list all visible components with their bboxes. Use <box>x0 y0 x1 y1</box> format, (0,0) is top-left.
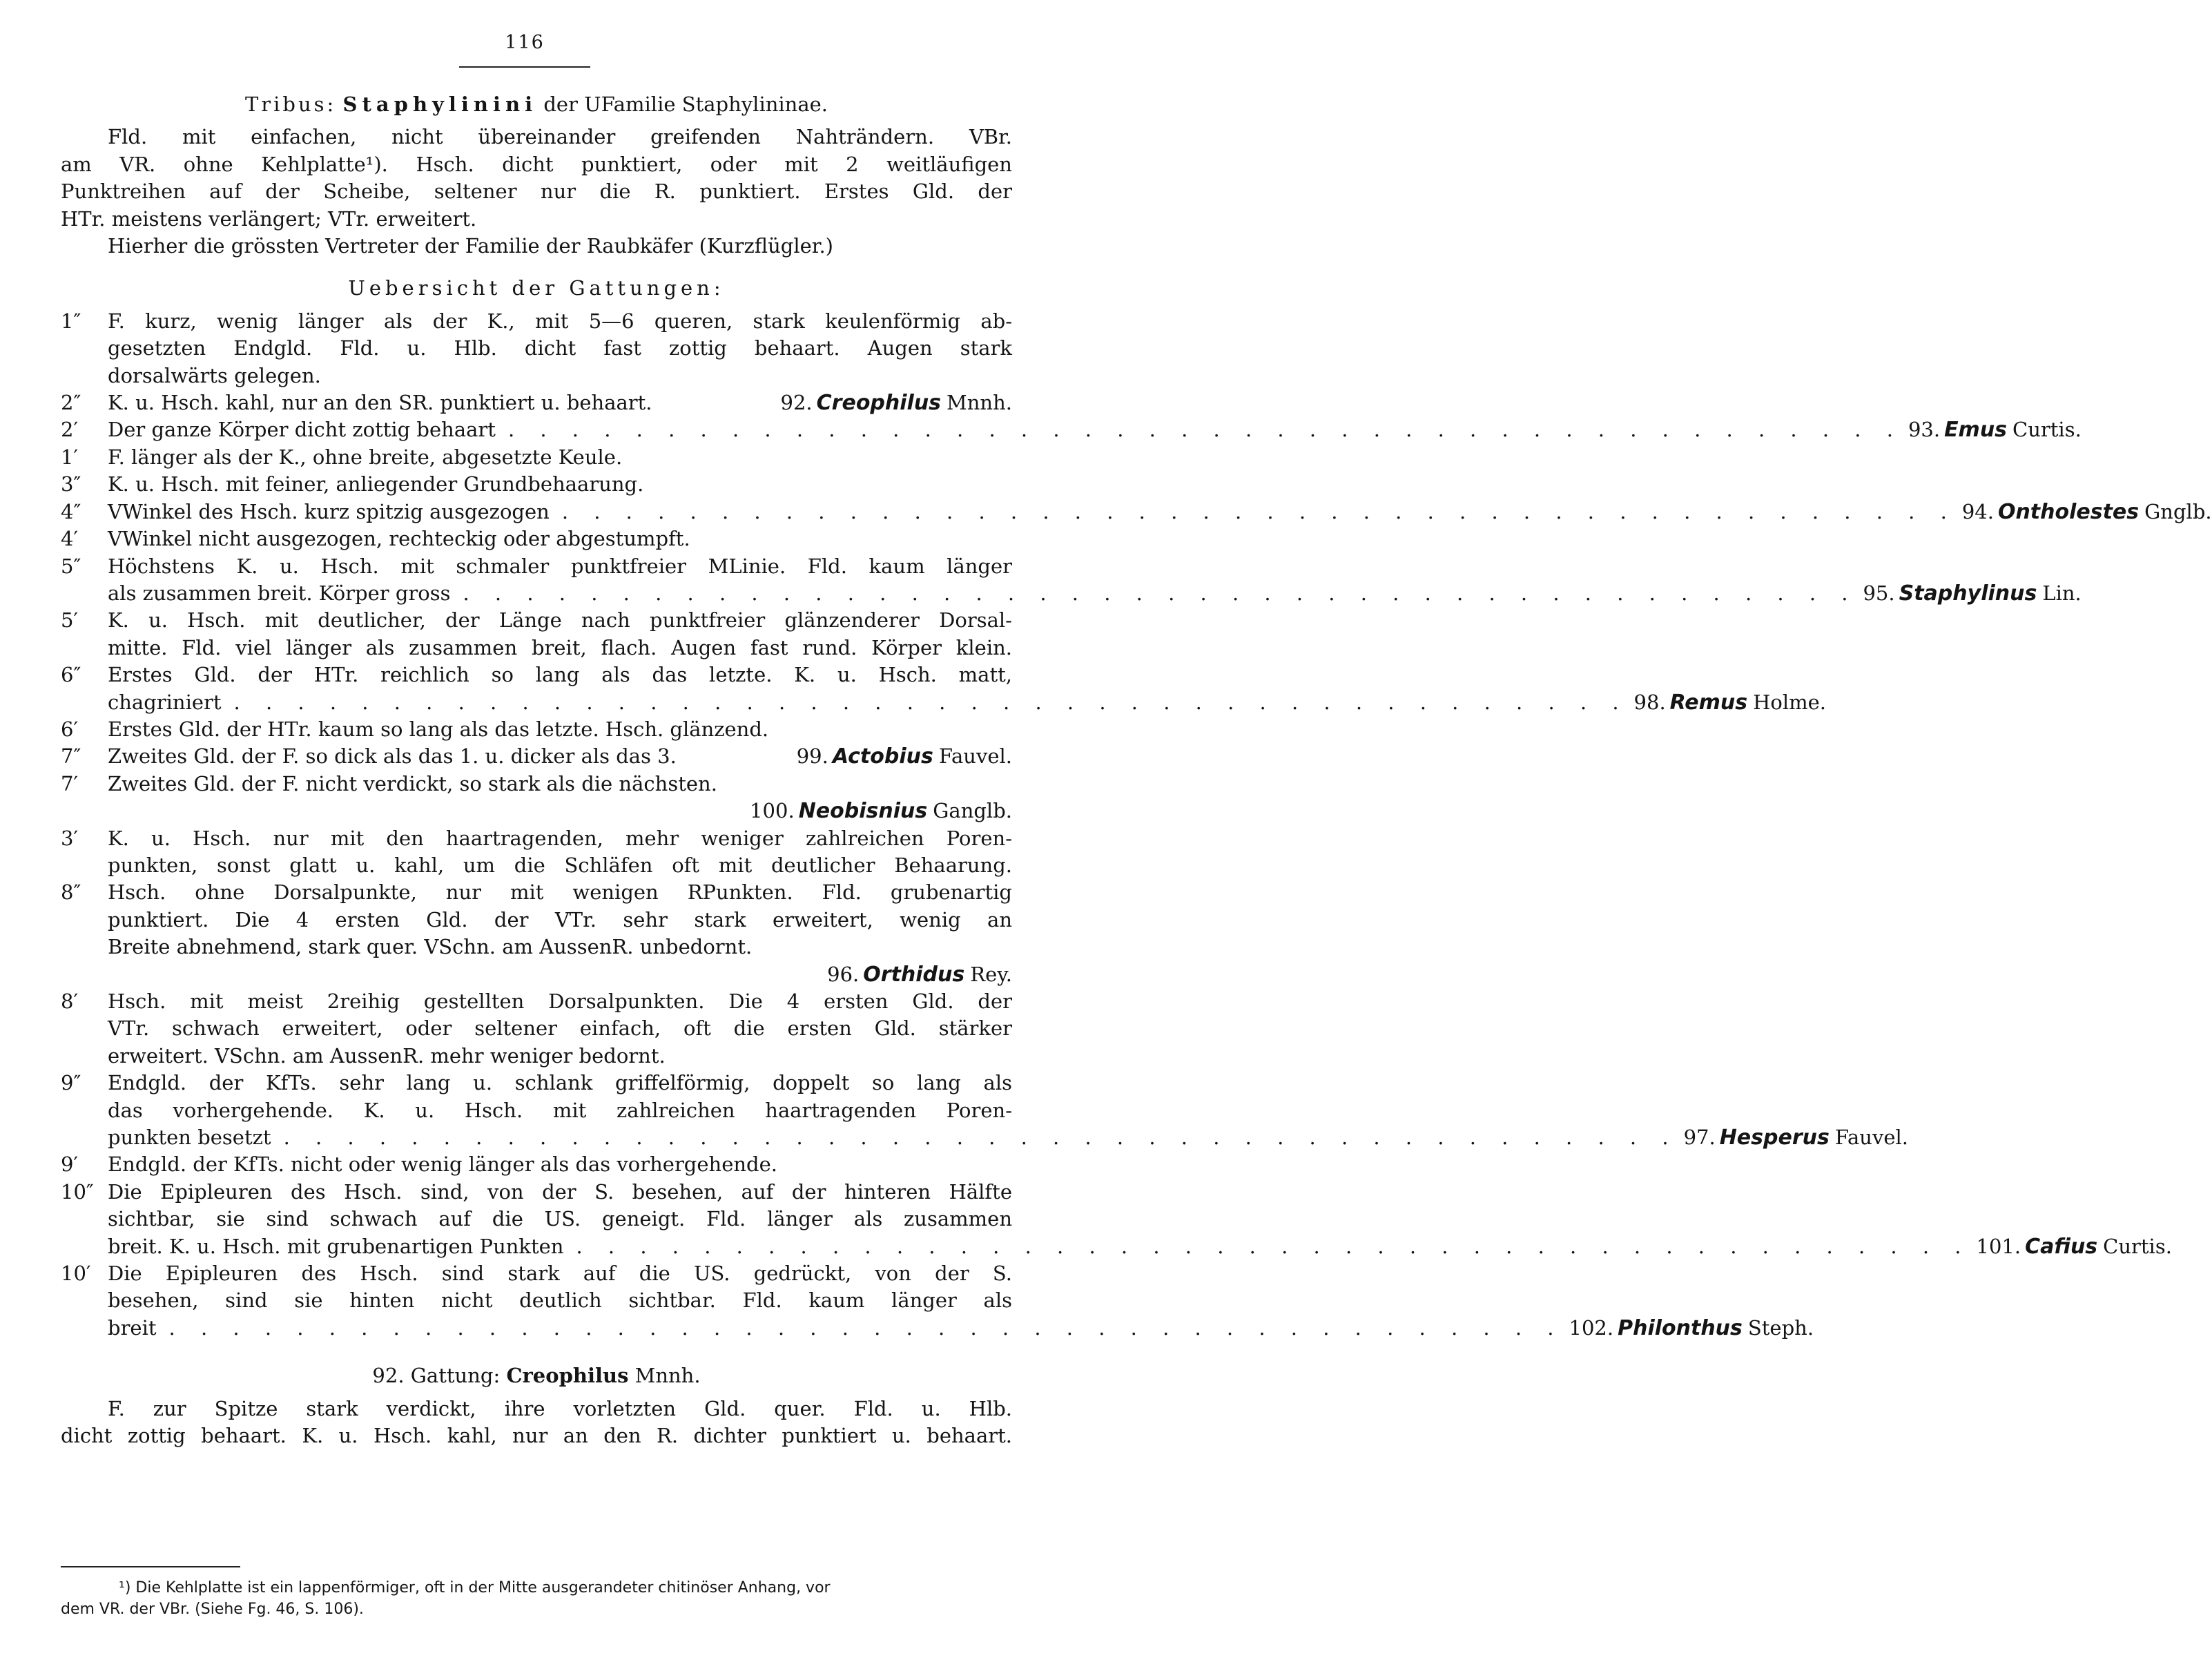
key-lead-line <box>108 580 2082 607</box>
genus-number: 99. <box>796 744 828 769</box>
intro-note: Hierher die grössten Vertreter der Familie der Raubkäfer (Kurzflügler.) <box>108 234 833 258</box>
key-lead-line <box>108 1124 1908 1151</box>
key-text: chagriniert <box>108 690 222 714</box>
key-text-line: gesetzten Endgld. Fld. u. Hlb. dicht fast zottig behaart. Augen stark <box>108 336 1012 360</box>
dot-leader: . . . . . . . . . . . . . . . . . . . . . . . . . . . . . . . . . . . . . . . . . . . . <box>576 1234 1971 1258</box>
key-text-line: das vorhergehende. K. u. Hsch. mit zahlreichen haartragenden Poren- <box>108 1098 1012 1122</box>
key-text: Zweites Gld. der F. so dick als das 1. u. dicker als das 3. <box>108 744 677 769</box>
key-text-line: dorsalwärts gelegen. <box>108 363 321 387</box>
dot-leader: . . . . . . . . . . . . . . . . . . . . . . . . . . . . . . . . . . . . . . . . . . . . <box>507 418 1903 442</box>
page-content <box>61 91 2212 1450</box>
dot-leader: . . . . . . . . . . . . . . . . . . . . . . . . . . . . . . . . . . . . . . . . . . . . <box>561 499 1957 523</box>
key-entry <box>61 416 2082 443</box>
genus-reference <box>1569 1315 1814 1342</box>
genus-number: 102. <box>1569 1315 1614 1340</box>
footnote-marker: ¹) <box>119 1579 131 1596</box>
key-text-line: K. u. Hsch. mit feiner, anliegender Grundbehaarung. <box>108 472 644 496</box>
genus-author: Curtis. <box>2012 418 2082 442</box>
key-number: 7′ <box>61 771 79 795</box>
key-text-line: K. u. Hsch. mit deutlicher, der Länge nach punktfreier glänzenderer Dorsal- <box>108 608 1012 633</box>
key-entry <box>61 1179 2172 1260</box>
tribus-name: Staphylinini <box>342 93 538 116</box>
key-number: 4′ <box>61 527 79 551</box>
footnote-text: Die Kehlplatte ist ein lappenförmiger, oft in der Mitte ausgerandeter chitinöser Anhang, vor <box>135 1579 831 1596</box>
key-entry <box>61 471 1012 498</box>
intro-paragraph <box>61 124 1012 260</box>
key-number: 6′ <box>61 717 79 741</box>
key-entry <box>61 389 1012 416</box>
key-text: Der ganze Körper dicht zottig behaart <box>108 418 496 442</box>
key-number: 5″ <box>61 554 81 578</box>
key-entry <box>61 308 1012 389</box>
gattung-heading <box>61 1362 1012 1389</box>
key-text-line: VTr. schwach erweitert, oder seltener einfach, oft die ersten Gld. stärker <box>108 1016 1012 1041</box>
genus-name: Emus <box>1944 418 2008 443</box>
genus-reference <box>781 389 1012 416</box>
genus-name: Philonthus <box>1618 1315 1743 1340</box>
genus-author: Fauvel. <box>938 744 1012 769</box>
key-text-line: erweitert. VSchn. am AussenR. mehr weniger bedornt. <box>108 1043 666 1068</box>
genus-author: Holme. <box>1753 690 1827 714</box>
genus-author: Rey. <box>970 962 1012 986</box>
key-lead-line <box>108 1315 1814 1342</box>
key-text: breit. K. u. Hsch. mit grubenartigen Punkten <box>108 1234 564 1258</box>
genus-number: 97. <box>1683 1126 1716 1150</box>
key-text-line: Erstes Gld. der HTr. kaum so lang als das letzte. Hsch. glänzend. <box>108 717 769 741</box>
key-number: 3′ <box>61 826 79 850</box>
genus-number: 94. <box>1961 499 1994 523</box>
genus-author: Fauvel. <box>1834 1126 1908 1150</box>
key-number: 5′ <box>61 608 79 633</box>
key-number: 10″ <box>61 1179 94 1204</box>
key-text: breit <box>108 1315 157 1340</box>
key-text-line: F. länger als der K., ohne breite, abgesetzte Keule. <box>108 445 623 469</box>
key-entry <box>61 825 1012 880</box>
key-entry <box>61 879 1012 988</box>
key-text: punkten besetzt <box>108 1126 271 1150</box>
key-lead-line <box>108 743 1012 770</box>
genus-name: Cafius <box>2025 1234 2098 1259</box>
genus-reference <box>108 961 1012 988</box>
key-entry <box>61 743 1012 770</box>
genus-name: Actobius <box>832 744 933 769</box>
dot-leader: . . . . . . . . . . . . . . . . . . . . . . . . . . . . . . . . . . . . . . . . . . . . <box>283 1126 1678 1150</box>
key-entry <box>61 525 1012 552</box>
key-text-line: Breite abnehmend, stark quer. VSchn. am AussenR. unbedornt. <box>108 935 753 959</box>
genus-name: Neobisnius <box>798 799 928 824</box>
intro-line: Punktreihen auf der Scheibe, seltener nur die R. punktiert. Erstes Gld. der <box>61 180 1012 204</box>
genus-number: 93. <box>1908 418 1941 442</box>
genus-reference <box>108 798 1012 824</box>
genus-author: Ganglb. <box>933 799 1012 823</box>
key-text-line: sichtbar, sie sind schwach auf die US. geneigt. Fld. länger als zusammen <box>108 1207 1012 1231</box>
genus-author: Steph. <box>1747 1315 1814 1340</box>
genus-name: Hesperus <box>1719 1126 1830 1150</box>
key-text-line: Zweites Gld. der F. nicht verdickt, so stark als die nächsten. <box>108 771 717 795</box>
key-entry <box>61 607 1012 662</box>
footnote <box>61 1577 1012 1620</box>
key-entry <box>61 444 1012 471</box>
dot-leader: . . . . . . . . . . . . . . . . . . . . . . . . . . . . . . . . . . . . . . . . . . . . <box>463 581 1858 605</box>
key-entry <box>61 1260 1814 1342</box>
key-text-line: Endgld. der KfTs. sehr lang u. schlank griffelförmig, doppelt so lang als <box>108 1071 1012 1095</box>
key-entry <box>61 499 2212 525</box>
key-number: 7″ <box>61 744 81 769</box>
key-number: 8″ <box>61 880 81 905</box>
genus-reference <box>1962 499 2212 525</box>
genus-reference <box>1977 1233 2172 1260</box>
page-number: 116 <box>505 32 545 53</box>
intro-line: am VR. ohne Kehlplatte¹). Hsch. dicht punktiert, oder mit 2 weitläufigen <box>61 152 1012 176</box>
genus-name: Orthidus <box>863 962 965 987</box>
genus-name: Staphylinus <box>1899 581 2037 606</box>
genus-number: 100. <box>750 799 795 823</box>
key-entry <box>61 988 1012 1070</box>
genus-reference <box>1908 416 2082 443</box>
key-text-line: Hsch. mit meist 2reihig gestellten Dorsalpunkten. Die 4 ersten Gld. der <box>108 990 1012 1013</box>
footnote-line: dem VR. der VBr. (Siehe Fg. 46, S. 106). <box>61 1601 364 1618</box>
dot-leader: . . . . . . . . . . . . . . . . . . . . . . . . . . . . . . . . . . . . . . . . . . . . <box>168 1315 1564 1340</box>
key-text-line: mitte. Fld. viel länger als zusammen breit, flach. Augen fast rund. Körper klein. <box>108 635 1012 659</box>
genus-number: 101. <box>1976 1234 2021 1258</box>
key-number: 1″ <box>61 309 81 333</box>
genus-author: Gnglb. <box>2144 499 2212 523</box>
key-lead-line <box>108 499 2212 525</box>
footnote-rule <box>61 1566 240 1567</box>
key-number: 9′ <box>61 1152 79 1177</box>
key-text-line: K. u. Hsch. nur mit den haartragenden, mehr weniger zahlreichen Poren- <box>108 826 1012 850</box>
key-text-line: Endgld. der KfTs. nicht oder wenig länger als das vorhergehende. <box>108 1152 777 1177</box>
genus-reference <box>797 743 1012 770</box>
genus-name: Ontholestes <box>1997 499 2140 524</box>
intro-line: HTr. meistens verlängert; VTr. erweitert. <box>61 206 477 231</box>
genus-name: Remus <box>1669 690 1748 715</box>
key-text-line: Die Epipleuren des Hsch. sind, von der S. besehen, auf der hinteren Hälfte <box>108 1179 1012 1204</box>
key-entry <box>61 662 1827 716</box>
key-text-line: Höchstens K. u. Hsch. mit schmaler punktfreier MLinie. Fld. kaum länger <box>108 554 1012 578</box>
intro-line: Fld. mit einfachen, nicht übereinander greifenden Nahträndern. VBr. <box>108 125 1012 149</box>
overview-heading: Uebersicht der Gattungen: <box>348 276 725 300</box>
gattung-prefix: 92. Gattung: <box>372 1364 501 1388</box>
gattung-desc-line: dicht zottig behaart. K. u. Hsch. kahl, nur an den R. dichter punktiert u. behaart. <box>61 1424 1012 1448</box>
key-number: 9″ <box>61 1071 81 1095</box>
key-text-line: besehen, sind sie hinten nicht deutlich sichtbar. Fld. kaum länger als <box>108 1289 1012 1313</box>
gattung-author: Mnnh. <box>634 1364 701 1388</box>
gattung-name: Creophilus <box>506 1364 629 1388</box>
key-text-line: VWinkel nicht ausgezogen, rechteckig oder abgestumpft. <box>108 527 690 551</box>
key-entry <box>61 1151 1012 1178</box>
key-number: 6″ <box>61 663 81 687</box>
genus-author: Mnnh. <box>947 391 1012 415</box>
genus-reference <box>1684 1124 1908 1151</box>
key-number: 3″ <box>61 472 81 496</box>
tribus-heading <box>61 91 1012 118</box>
page-number-rule <box>459 66 590 68</box>
key-text-line: punkten, sonst glatt u. kahl, um die Schläfen oft mit deutlicher Behaarung. <box>108 853 1012 877</box>
key-number: 2″ <box>61 391 81 415</box>
key-lead-line <box>108 416 2082 443</box>
genus-number: 98. <box>1633 690 1666 714</box>
key-text-line: Erstes Gld. der HTr. reichlich so lang als das letzte. K. u. Hsch. matt, <box>108 663 1012 687</box>
key-lead-line <box>108 1233 2172 1260</box>
key-lead-line <box>108 689 1827 716</box>
key-text-line: F. kurz, wenig länger als der K., mit 5—6 queren, stark keulenförmig ab- <box>108 309 1012 333</box>
genus-number: 92. <box>780 391 813 415</box>
gattung-description <box>61 1396 1012 1450</box>
key-text-line: Hsch. ohne Dorsalpunkte, nur mit wenigen RPunkten. Fld. grubenartig <box>108 880 1012 905</box>
key-entry <box>61 771 1012 825</box>
key-number: 8′ <box>61 990 79 1013</box>
key-number: 1′ <box>61 445 79 469</box>
key-text: als zusammen breit. Körper gross <box>108 581 451 605</box>
genus-reference <box>1634 689 1826 716</box>
key-text: VWinkel des Hsch. kurz spitzig ausgezogen <box>108 499 550 523</box>
key-entry <box>61 716 1012 743</box>
key-text-line: Die Epipleuren des Hsch. sind stark auf die US. gedrückt, von der S. <box>108 1262 1012 1286</box>
genus-name: Creophilus <box>816 391 942 416</box>
key-lead-line <box>108 389 1012 416</box>
genus-author: Lin. <box>2042 581 2082 605</box>
identification-key <box>61 308 2212 1342</box>
dot-leader: . . . . . . . . . . . . . . . . . . . . . . . . . . . . . . . . . . . . . . . . . . . . <box>233 690 1629 714</box>
tribus-prefix: Tribus: <box>244 93 337 116</box>
key-number: 10′ <box>61 1262 91 1286</box>
genus-number: 95. <box>1863 581 1895 605</box>
key-entry <box>61 1070 1908 1151</box>
tribus-suffix: der UFamilie Staphylininae. <box>543 93 828 116</box>
key-number: 2′ <box>61 418 79 442</box>
genus-number: 96. <box>827 962 860 986</box>
key-text: K. u. Hsch. kahl, nur an den SR. punktiert u. behaart. <box>108 391 652 415</box>
key-entry <box>61 553 2082 608</box>
key-number: 4″ <box>61 499 81 523</box>
key-text-line: punktiert. Die 4 ersten Gld. der VTr. sehr stark erweitert, wenig an <box>108 907 1012 932</box>
footnote-line <box>61 1577 1012 1599</box>
gattung-desc-line: F. zur Spitze stark verdickt, ihre vorletzten Gld. quer. Fld. u. Hlb. <box>108 1396 1012 1420</box>
genus-author: Curtis. <box>2103 1234 2172 1258</box>
genus-reference <box>1863 580 2081 607</box>
